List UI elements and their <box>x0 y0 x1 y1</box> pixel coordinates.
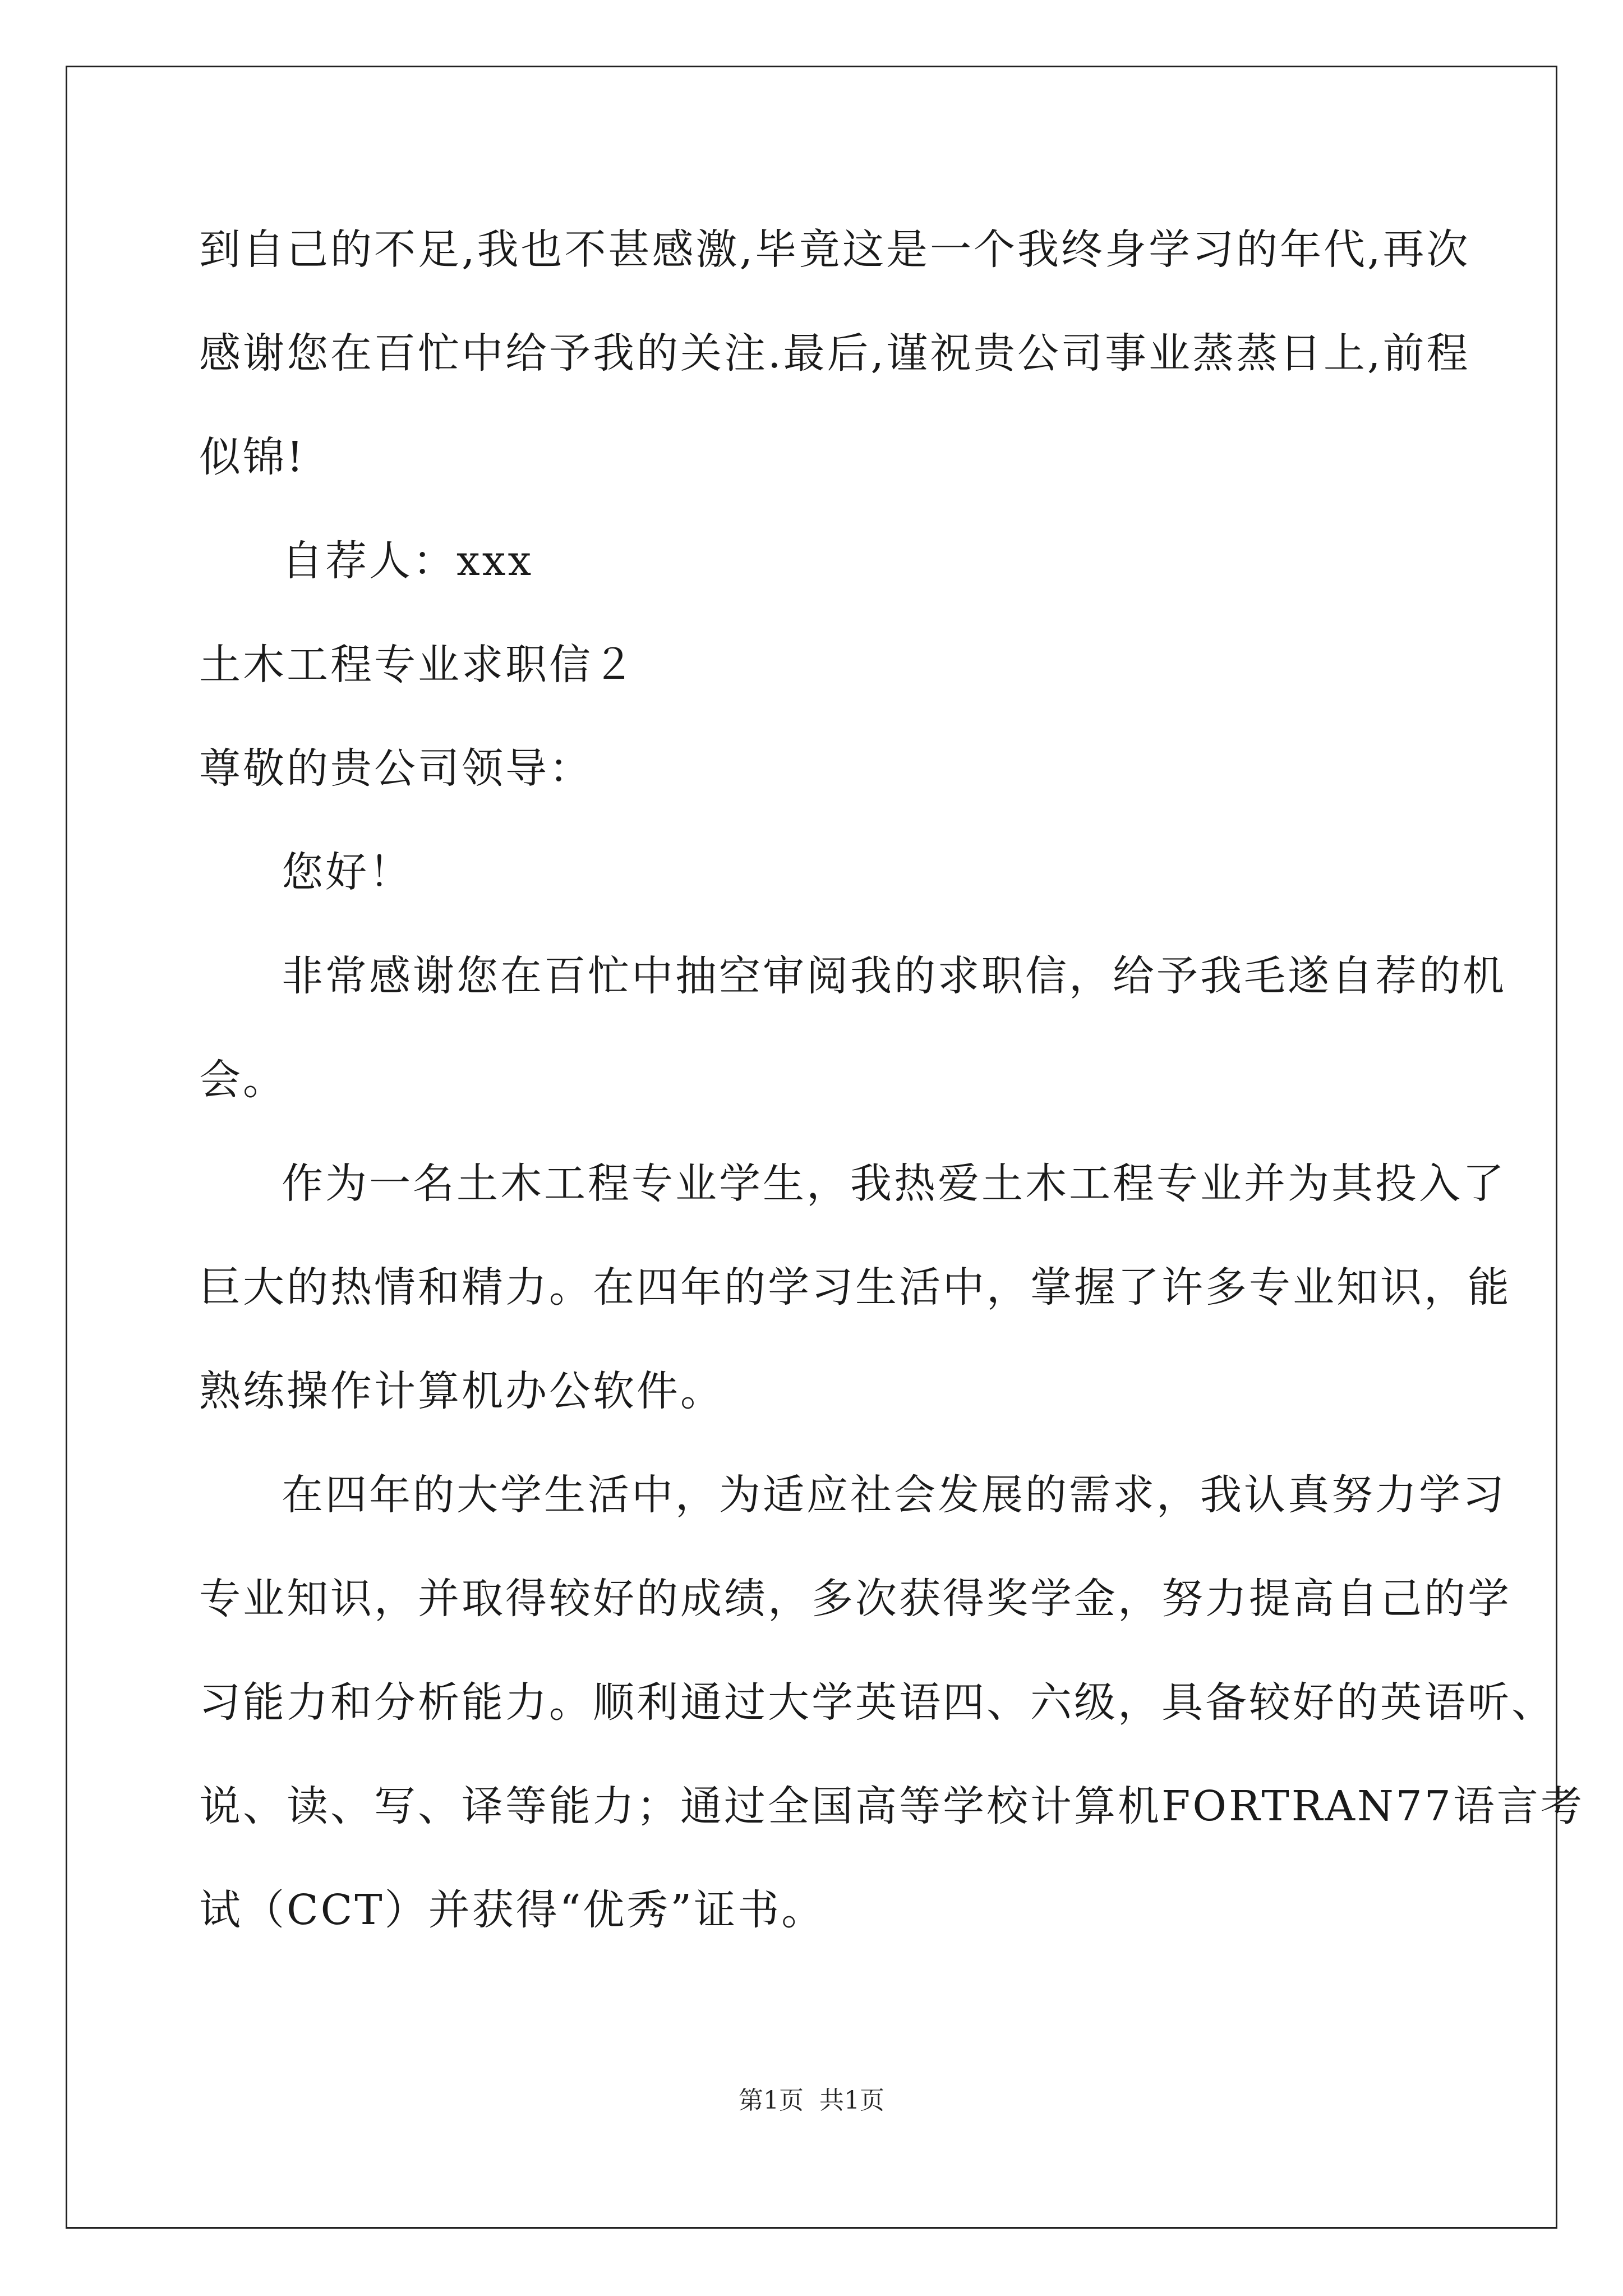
text-line: 感谢您在百忙中给予我的关注.最后,谨祝贵公司事业蒸蒸日上,前程 <box>199 329 1470 378</box>
text-line: 非常感谢您在百忙中抽空审阅我的求职信，给予我毛遂自荐的机 <box>282 952 1506 1000</box>
text-line: 试（CCT）并获得“优秀”证书。 <box>199 1886 826 1934</box>
text-line: 会。 <box>199 1056 287 1104</box>
text-line: 到自己的不足,我也不甚感激,毕竟这是一个我终身学习的年代,再次 <box>199 226 1470 274</box>
text-line: 似锦! <box>199 433 306 481</box>
page-number: 第1页 <box>739 2086 804 2115</box>
greeting: 您好！ <box>282 848 413 896</box>
text-line: 作为一名土木工程专业学生，我热爱土木工程专业并为其投入了 <box>282 1159 1506 1208</box>
text-line: 说、读、写、译等能力；通过全国高等学校计算机FORTRAN77语言考 <box>199 1782 1584 1830</box>
page-footer <box>0 2084 1623 2118</box>
text-line: 熟练操作计算机办公软件。 <box>199 1367 724 1415</box>
signature-line: 自荐人：xxx <box>282 537 534 585</box>
page-total: 共1页 <box>819 2086 884 2115</box>
text-line: 巨大的热情和精力。在四年的学习生活中，掌握了许多专业知识，能 <box>199 1263 1511 1312</box>
text-line: 在四年的大学生活中，为适应社会发展的需求，我认真努力学习 <box>282 1471 1506 1519</box>
salutation: 尊敬的贵公司领导： <box>199 744 593 793</box>
text-line: 专业知识，并取得较好的成绩，多次获得奖学金，努力提高自己的学 <box>199 1575 1511 1623</box>
section-title: 土木工程专业求职信２ <box>199 641 637 689</box>
text-line: 习能力和分析能力。顺利通过大学英语四、六级，具备较好的英语听、 <box>199 1678 1555 1727</box>
